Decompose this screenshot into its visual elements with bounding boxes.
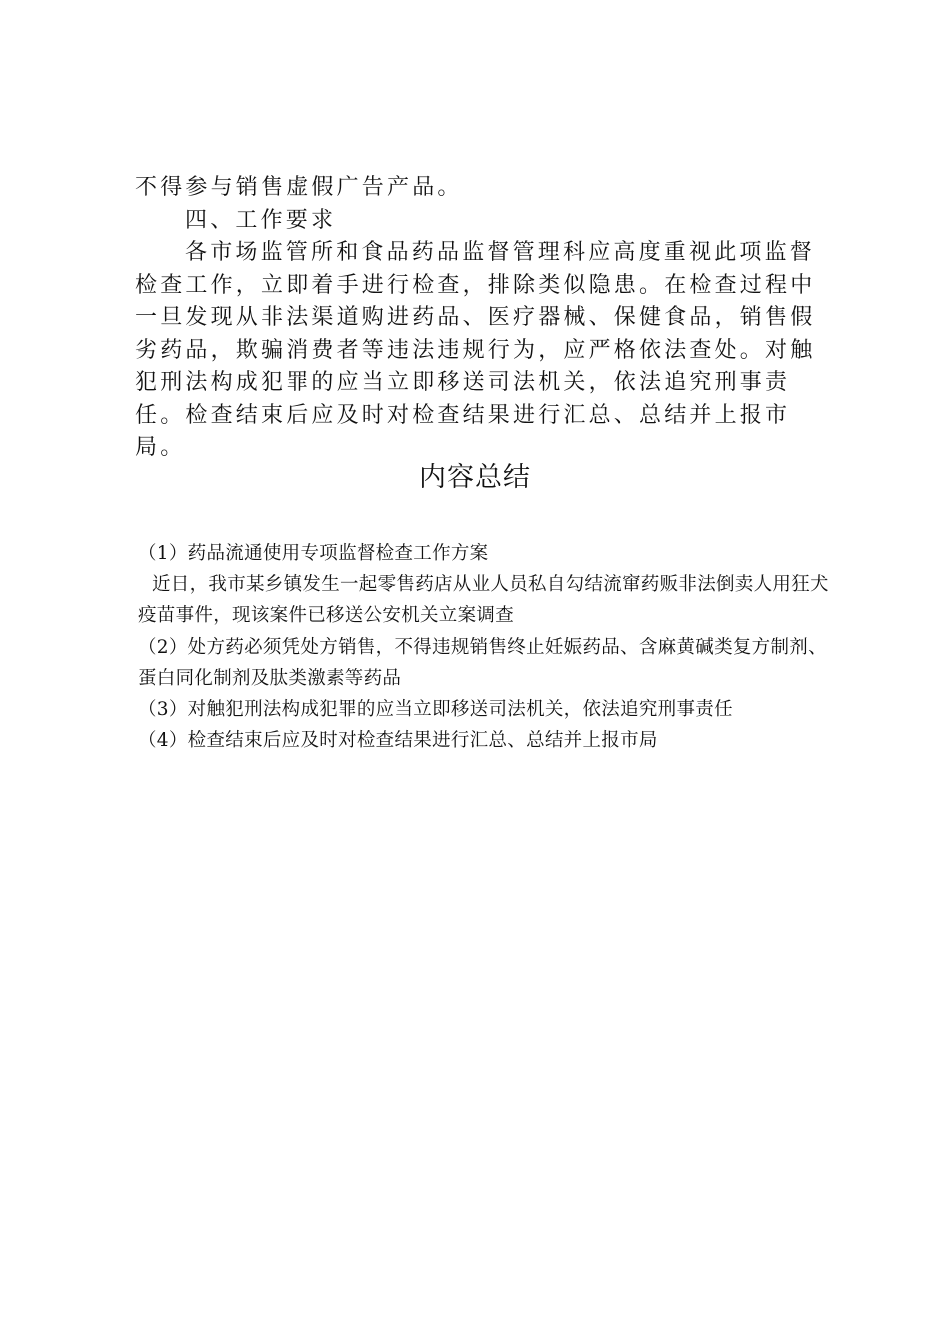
paragraph: 各市场监管所和食品药品监督管理科应高度重视此项监督检查工作，立即着手进行检查，排除类似隐患。在检查过程中一旦发现从非法渠道购进药品、医疗器械、保健食品，销售假劣药品，欺骗消费者等违法违规行为，应严格依法查处。对触犯刑法构成犯罪的应当立即移送司法机关，依法追究刑事责任。检查结束后应及时对检查结果进行汇总、总结并上报市局。 <box>135 240 816 460</box>
summary-list <box>138 538 838 756</box>
summary-item: （4）检查结束后应及时对检查结果进行汇总、总结并上报市局 <box>138 730 658 752</box>
body-text <box>135 172 835 465</box>
summary-item: （2）处方药必须凭处方销售，不得违规销售终止妊娠药品、含麻黄碱类复方制剂、蛋白同化制剂及肽类激素等药品 <box>138 636 827 689</box>
summary-item: （1）药品流通使用专项监督检查工作方案 <box>138 543 489 564</box>
summary-item: 近日，我市某乡镇发生一起零售药店从业人员私自勾结流窜药贩非法倒卖人用狂犬疫苗事件，现该案件已移送公安机关立案调查 <box>138 574 829 627</box>
summary-title: 内容总结 <box>419 462 531 493</box>
paragraph: 不得参与销售虚假广告产品。 <box>135 175 463 200</box>
section-heading: 四、工作要求 <box>185 207 337 233</box>
summary-item: （3）对触犯刑法构成犯罪的应当立即移送司法机关，依法追究刑事责任 <box>138 699 733 721</box>
